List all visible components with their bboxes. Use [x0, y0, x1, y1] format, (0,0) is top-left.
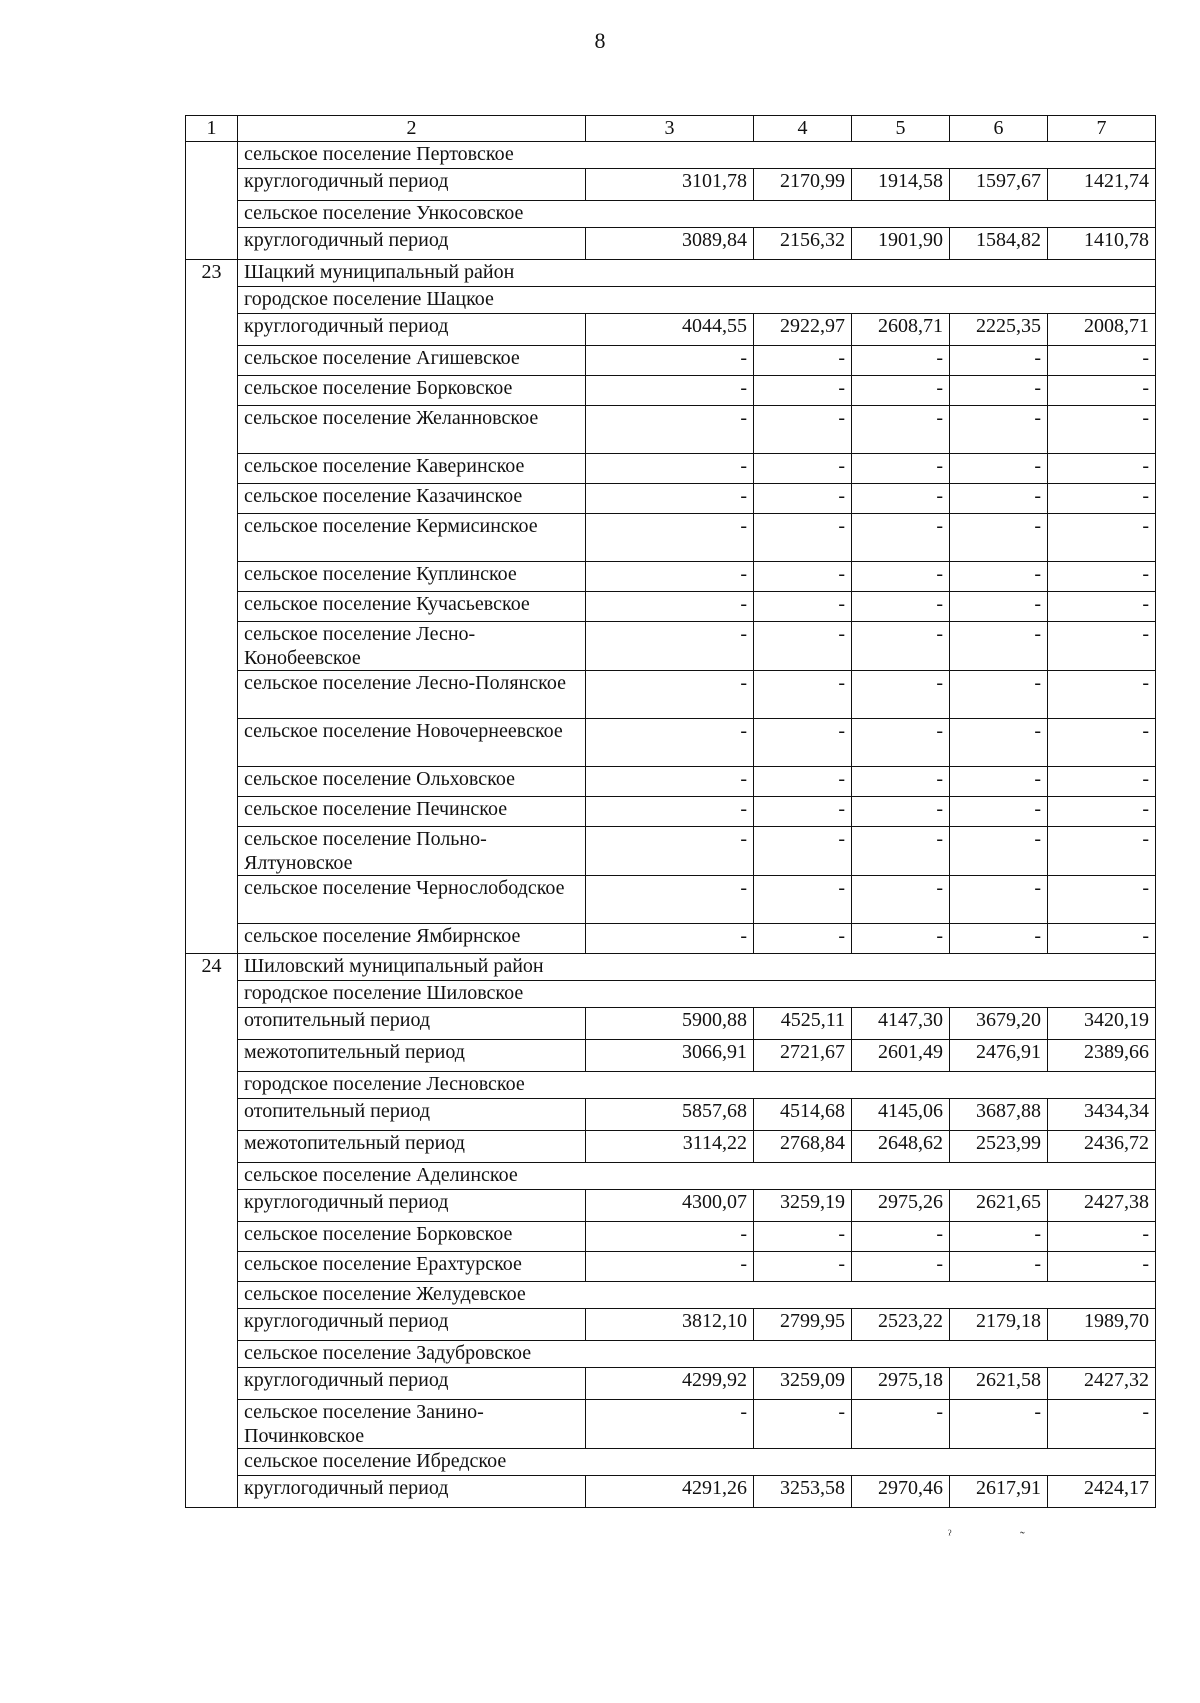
- dash-cell: -: [852, 1222, 950, 1252]
- dash-cell: -: [1048, 1252, 1156, 1282]
- period-row: [186, 169, 1156, 201]
- settlement-name: городское поселение Шацкое: [238, 287, 1156, 314]
- value-cell: 2436,72: [1048, 1131, 1156, 1163]
- dash-cell: -: [754, 346, 852, 376]
- dash-cell: -: [950, 514, 1048, 562]
- dash-cell: -: [852, 767, 950, 797]
- dash-cell: -: [852, 406, 950, 454]
- dash-cell: -: [754, 671, 852, 719]
- dash-cell: -: [586, 924, 754, 954]
- dash-cell: -: [586, 876, 754, 924]
- dash-cell: -: [1048, 876, 1156, 924]
- value-cell: 4514,68: [754, 1099, 852, 1131]
- dash-cell: -: [852, 562, 950, 592]
- value-cell: 2617,91: [950, 1476, 1048, 1508]
- district-name: Шацкий муниципальный район: [238, 260, 1156, 287]
- tariff-table: [185, 115, 1156, 1508]
- period-name: круглогодичный период: [238, 1476, 586, 1508]
- dash-cell: -: [586, 592, 754, 622]
- dash-cell: -: [950, 876, 1048, 924]
- row-index-cell: 23: [186, 260, 238, 954]
- dash-cell: -: [754, 1252, 852, 1282]
- header-cell: 5: [852, 116, 950, 142]
- dash-cell: -: [754, 719, 852, 767]
- settlement-row: [186, 622, 1156, 671]
- dash-cell: -: [1048, 514, 1156, 562]
- dash-cell: -: [754, 406, 852, 454]
- settlement-row: [186, 201, 1156, 228]
- dash-cell: -: [852, 346, 950, 376]
- dash-cell: -: [1048, 924, 1156, 954]
- header-cell: 1: [186, 116, 238, 142]
- dash-cell: -: [950, 376, 1048, 406]
- settlement-name: городское поселение Шиловское: [238, 981, 1156, 1008]
- settlement-row: [186, 797, 1156, 827]
- dash-cell: -: [950, 1252, 1048, 1282]
- dash-cell: -: [950, 797, 1048, 827]
- district-row: [186, 954, 1156, 981]
- settlement-row: [186, 671, 1156, 719]
- dash-cell: -: [950, 767, 1048, 797]
- settlement-name: сельское поселение Агишевское: [238, 346, 586, 376]
- value-cell: 3687,88: [950, 1099, 1048, 1131]
- value-cell: 2008,71: [1048, 314, 1156, 346]
- header-cell: 2: [238, 116, 586, 142]
- dash-cell: -: [1048, 797, 1156, 827]
- dash-cell: -: [754, 767, 852, 797]
- value-cell: 2922,97: [754, 314, 852, 346]
- period-row: [186, 1368, 1156, 1400]
- value-cell: 2621,58: [950, 1368, 1048, 1400]
- settlement-name: сельское поселение Кучасьевское: [238, 592, 586, 622]
- dash-cell: -: [1048, 592, 1156, 622]
- dash-cell: -: [852, 484, 950, 514]
- dash-cell: -: [1048, 719, 1156, 767]
- dash-cell: -: [754, 622, 852, 671]
- period-row: [186, 1131, 1156, 1163]
- dash-cell: -: [586, 797, 754, 827]
- dash-cell: -: [852, 1400, 950, 1449]
- district-name: Шиловский муниципальный район: [238, 954, 1156, 981]
- value-cell: 4299,92: [586, 1368, 754, 1400]
- dash-cell: -: [586, 622, 754, 671]
- dash-cell: -: [586, 562, 754, 592]
- settlement-name: сельское поселение Задубровское: [238, 1341, 1156, 1368]
- value-cell: 3101,78: [586, 169, 754, 201]
- settlement-row: [186, 1341, 1156, 1368]
- dash-cell: -: [754, 876, 852, 924]
- dash-cell: -: [1048, 1400, 1156, 1449]
- value-cell: 2621,65: [950, 1190, 1048, 1222]
- dash-cell: -: [586, 1400, 754, 1449]
- value-cell: 3066,91: [586, 1040, 754, 1072]
- settlement-name: сельское поселение Занино-Починковское: [238, 1400, 586, 1449]
- value-cell: 2225,35: [950, 314, 1048, 346]
- settlement-name: городское поселение Лесновское: [238, 1072, 1156, 1099]
- value-cell: 3114,22: [586, 1131, 754, 1163]
- value-cell: 4147,30: [852, 1008, 950, 1040]
- dash-cell: -: [754, 924, 852, 954]
- dash-cell: -: [1048, 827, 1156, 876]
- dash-cell: -: [754, 376, 852, 406]
- settlement-row: [186, 1072, 1156, 1099]
- dash-cell: -: [754, 562, 852, 592]
- dash-cell: -: [852, 671, 950, 719]
- dash-cell: -: [1048, 1222, 1156, 1252]
- value-cell: 1421,74: [1048, 169, 1156, 201]
- settlement-name: сельское поселение Куплинское: [238, 562, 586, 592]
- period-row: [186, 1476, 1156, 1508]
- value-cell: 2648,62: [852, 1131, 950, 1163]
- dash-cell: -: [586, 1252, 754, 1282]
- dash-cell: -: [852, 376, 950, 406]
- period-name: круглогодичный период: [238, 228, 586, 260]
- dash-cell: -: [852, 454, 950, 484]
- header-cell: 6: [950, 116, 1048, 142]
- settlement-row: [186, 287, 1156, 314]
- value-cell: 2975,26: [852, 1190, 950, 1222]
- dash-cell: -: [852, 924, 950, 954]
- dash-cell: -: [852, 1252, 950, 1282]
- value-cell: 4145,06: [852, 1099, 950, 1131]
- settlement-row: [186, 514, 1156, 562]
- dash-cell: -: [586, 767, 754, 797]
- dash-cell: -: [852, 797, 950, 827]
- dash-cell: -: [754, 797, 852, 827]
- value-cell: 4300,07: [586, 1190, 754, 1222]
- dash-cell: -: [754, 1222, 852, 1252]
- settlement-row: [186, 719, 1156, 767]
- scan-speck: ˀ: [948, 1528, 952, 1543]
- period-row: [186, 1190, 1156, 1222]
- settlement-row: [186, 924, 1156, 954]
- settlement-row: [186, 142, 1156, 169]
- table-body: [186, 116, 1156, 1508]
- settlement-row: [186, 406, 1156, 454]
- dash-cell: -: [950, 346, 1048, 376]
- header-cell: 3: [586, 116, 754, 142]
- dash-cell: -: [586, 671, 754, 719]
- value-cell: 2389,66: [1048, 1040, 1156, 1072]
- value-cell: 2170,99: [754, 169, 852, 201]
- settlement-name: сельское поселение Печинское: [238, 797, 586, 827]
- value-cell: 2427,38: [1048, 1190, 1156, 1222]
- value-cell: 2523,99: [950, 1131, 1048, 1163]
- value-cell: 2975,18: [852, 1368, 950, 1400]
- value-cell: 5900,88: [586, 1008, 754, 1040]
- header-cell: 7: [1048, 116, 1156, 142]
- settlement-name: сельское поселение Лесно-Конобеевское: [238, 622, 586, 671]
- dash-cell: -: [586, 484, 754, 514]
- period-row: [186, 314, 1156, 346]
- value-cell: 2427,32: [1048, 1368, 1156, 1400]
- value-cell: 3434,34: [1048, 1099, 1156, 1131]
- value-cell: 3089,84: [586, 228, 754, 260]
- value-cell: 2721,67: [754, 1040, 852, 1072]
- settlement-name: сельское поселение Ункосовское: [238, 201, 1156, 228]
- settlement-name: сельское поселение Лесно-Полянское: [238, 671, 586, 719]
- row-index-cell: [186, 142, 238, 260]
- dash-cell: -: [1048, 767, 1156, 797]
- dash-cell: -: [754, 592, 852, 622]
- value-cell: 4525,11: [754, 1008, 852, 1040]
- dash-cell: -: [950, 484, 1048, 514]
- settlement-row: [186, 346, 1156, 376]
- value-cell: 2476,91: [950, 1040, 1048, 1072]
- dash-cell: -: [586, 514, 754, 562]
- dash-cell: -: [950, 406, 1048, 454]
- settlement-name: сельское поселение Кермисинское: [238, 514, 586, 562]
- settlement-name: сельское поселение Борковское: [238, 1222, 586, 1252]
- dash-cell: -: [754, 1400, 852, 1449]
- dash-cell: -: [1048, 484, 1156, 514]
- settlement-name: сельское поселение Каверинское: [238, 454, 586, 484]
- period-name: межотопительный период: [238, 1131, 586, 1163]
- settlement-row: [186, 1449, 1156, 1476]
- value-cell: 3420,19: [1048, 1008, 1156, 1040]
- settlement-name: сельское поселение Ибредское: [238, 1449, 1156, 1476]
- value-cell: 2768,84: [754, 1131, 852, 1163]
- value-cell: 2799,95: [754, 1309, 852, 1341]
- settlement-row: [186, 1252, 1156, 1282]
- value-cell: 1410,78: [1048, 228, 1156, 260]
- dash-cell: -: [754, 484, 852, 514]
- settlement-row: [186, 376, 1156, 406]
- dash-cell: -: [852, 622, 950, 671]
- value-cell: 3259,09: [754, 1368, 852, 1400]
- settlement-row: [186, 484, 1156, 514]
- settlement-row: [186, 876, 1156, 924]
- dash-cell: -: [586, 406, 754, 454]
- settlement-row: [186, 1222, 1156, 1252]
- dash-cell: -: [1048, 406, 1156, 454]
- dash-cell: -: [754, 454, 852, 484]
- settlement-row: [186, 981, 1156, 1008]
- settlement-name: сельское поселение Ольховское: [238, 767, 586, 797]
- value-cell: 1914,58: [852, 169, 950, 201]
- settlement-name: сельское поселение Желанновское: [238, 406, 586, 454]
- dash-cell: -: [586, 346, 754, 376]
- dash-cell: -: [586, 376, 754, 406]
- value-cell: 3812,10: [586, 1309, 754, 1341]
- dash-cell: -: [950, 1400, 1048, 1449]
- row-index-cell: 24: [186, 954, 238, 1508]
- dash-cell: -: [852, 592, 950, 622]
- dash-cell: -: [586, 1222, 754, 1252]
- dash-cell: -: [950, 671, 1048, 719]
- dash-cell: -: [586, 827, 754, 876]
- settlement-name: сельское поселение Ерахтурское: [238, 1252, 586, 1282]
- settlement-row: [186, 1400, 1156, 1449]
- value-cell: 1901,90: [852, 228, 950, 260]
- dash-cell: -: [950, 454, 1048, 484]
- dash-cell: -: [852, 827, 950, 876]
- settlement-name: сельское поселение Новочернеевское: [238, 719, 586, 767]
- value-cell: 3259,19: [754, 1190, 852, 1222]
- header-row: [186, 116, 1156, 142]
- value-cell: 2970,46: [852, 1476, 950, 1508]
- settlement-row: [186, 562, 1156, 592]
- period-row: [186, 1040, 1156, 1072]
- settlement-name: сельское поселение Желудевское: [238, 1282, 1156, 1309]
- period-row: [186, 1099, 1156, 1131]
- value-cell: 2424,17: [1048, 1476, 1156, 1508]
- dash-cell: -: [950, 622, 1048, 671]
- value-cell: 2601,49: [852, 1040, 950, 1072]
- value-cell: 4291,26: [586, 1476, 754, 1508]
- settlement-row: [186, 454, 1156, 484]
- period-name: круглогодичный период: [238, 1368, 586, 1400]
- value-cell: 5857,68: [586, 1099, 754, 1131]
- value-cell: 1597,67: [950, 169, 1048, 201]
- dash-cell: -: [852, 514, 950, 562]
- period-name: круглогодичный период: [238, 169, 586, 201]
- value-cell: 3253,58: [754, 1476, 852, 1508]
- period-name: межотопительный период: [238, 1040, 586, 1072]
- dash-cell: -: [1048, 346, 1156, 376]
- value-cell: 2608,71: [852, 314, 950, 346]
- dash-cell: -: [754, 514, 852, 562]
- dash-cell: -: [950, 827, 1048, 876]
- district-row: [186, 260, 1156, 287]
- dash-cell: -: [950, 719, 1048, 767]
- dash-cell: -: [1048, 454, 1156, 484]
- settlement-row: [186, 592, 1156, 622]
- value-cell: 3679,20: [950, 1008, 1048, 1040]
- dash-cell: -: [950, 562, 1048, 592]
- value-cell: 2156,32: [754, 228, 852, 260]
- dash-cell: -: [586, 454, 754, 484]
- settlement-name: сельское поселение Борковское: [238, 376, 586, 406]
- period-row: [186, 228, 1156, 260]
- value-cell: 4044,55: [586, 314, 754, 346]
- dash-cell: -: [1048, 376, 1156, 406]
- value-cell: 2523,22: [852, 1309, 950, 1341]
- period-name: отопительный период: [238, 1099, 586, 1131]
- settlement-row: [186, 767, 1156, 797]
- period-name: круглогодичный период: [238, 1190, 586, 1222]
- dash-cell: -: [852, 719, 950, 767]
- settlement-name: сельское поселение Ямбирнское: [238, 924, 586, 954]
- settlement-name: сельское поселение Аделинское: [238, 1163, 1156, 1190]
- dash-cell: -: [950, 592, 1048, 622]
- settlement-name: сельское поселение Казачинское: [238, 484, 586, 514]
- scan-speck: ˜: [1020, 1530, 1025, 1545]
- dash-cell: -: [1048, 622, 1156, 671]
- dash-cell: -: [586, 719, 754, 767]
- settlement-row: [186, 827, 1156, 876]
- settlement-name: сельское поселение Пертовское: [238, 142, 1156, 169]
- header-cell: 4: [754, 116, 852, 142]
- dash-cell: -: [1048, 562, 1156, 592]
- period-name: круглогодичный период: [238, 314, 586, 346]
- dash-cell: -: [1048, 671, 1156, 719]
- page-number: 8: [594, 28, 606, 53]
- dash-cell: -: [950, 924, 1048, 954]
- settlement-row: [186, 1163, 1156, 1190]
- settlement-name: сельское поселение Польно-Ялтуновское: [238, 827, 586, 876]
- period-row: [186, 1008, 1156, 1040]
- value-cell: 1584,82: [950, 228, 1048, 260]
- value-cell: 1989,70: [1048, 1309, 1156, 1341]
- period-row: [186, 1309, 1156, 1341]
- settlement-row: [186, 1282, 1156, 1309]
- value-cell: 2179,18: [950, 1309, 1048, 1341]
- period-name: отопительный период: [238, 1008, 586, 1040]
- period-name: круглогодичный период: [238, 1309, 586, 1341]
- settlement-name: сельское поселение Чернослободское: [238, 876, 586, 924]
- dash-cell: -: [754, 827, 852, 876]
- dash-cell: -: [852, 876, 950, 924]
- dash-cell: -: [950, 1222, 1048, 1252]
